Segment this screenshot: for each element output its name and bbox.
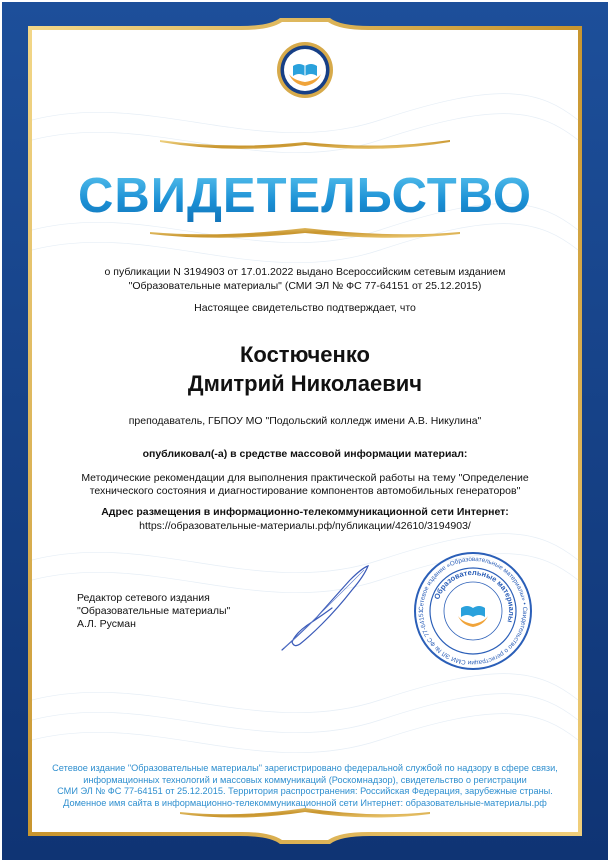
editor-line3: А.Л. Русман <box>77 618 136 630</box>
recipient-name <box>40 340 570 398</box>
footer-line4: Доменное имя сайта в информационно-телекоммуникационной сети Интернет: образовательные-материалы.рф <box>63 797 547 808</box>
footer-line3: СМИ ЭЛ № ФС 77-64151 от 25.12.2015. Территория распространения: Российская Федерация, зарубежные страны. <box>57 786 553 796</box>
recipient-surname: Костюченко <box>240 342 370 367</box>
address-label: Адрес размещения в информационно-телекоммуникационной сети Интернет: <box>101 506 509 518</box>
footer-line1: Сетевое издание "Образовательные материалы" зарегистрировано федеральной службой по надзору в сфере связи, <box>52 763 558 773</box>
published-label: опубликовал(-а) в средстве массовой информации материал: <box>142 448 468 460</box>
editor-block <box>77 592 230 631</box>
footer-registration <box>50 763 560 809</box>
confirms-text: Настоящее свидетельство подтверждает, что <box>194 302 416 314</box>
recipient-given-names: Дмитрий Николаевич <box>187 371 423 396</box>
stamp-outer-text: Сетевое издание «Образовательные материалы» • Свидетельство о регистрации СМИ ЭЛ № ФС 77-64151 <box>417 555 529 667</box>
publisher-logo <box>275 40 335 100</box>
recipient-position: преподаватель, ГБПОУ МО "Подольский колледж имени А.В. Никулина" <box>128 415 482 427</box>
publication-info <box>40 265 570 293</box>
work-title-line2: технического состояния и диагностирование компонентов автомобильных генераторов" <box>89 485 521 497</box>
work-title <box>40 472 570 498</box>
stamp-inner-text: Образовательные материалы <box>432 567 517 624</box>
official-stamp <box>412 550 534 672</box>
editor-signature <box>272 562 382 657</box>
editor-line1: Редактор сетевого издания <box>77 592 210 604</box>
publication-info-line2: "Образовательные материалы" (СМИ ЭЛ № ФС 77-64151 от 25.12.2015) <box>128 280 482 292</box>
footer-line2: информационных технологий и массовых коммуникаций (Роскомнадзор), свидетельство о регистрации <box>83 774 527 785</box>
address-url[interactable]: https://образовательные-материалы.рф/публикации/42610/3194903/ <box>139 520 471 532</box>
certificate-title: СВИДЕТЕЛЬСТВО <box>40 168 570 224</box>
work-title-line1: Методические рекомендации для выполнения практической работы на тему "Определение <box>81 472 529 484</box>
editor-line2: "Образовательные материалы" <box>77 605 231 617</box>
publication-info-line1: о публикации N 3194903 от 17.01.2022 выдано Всероссийским сетевым изданием <box>104 266 506 278</box>
